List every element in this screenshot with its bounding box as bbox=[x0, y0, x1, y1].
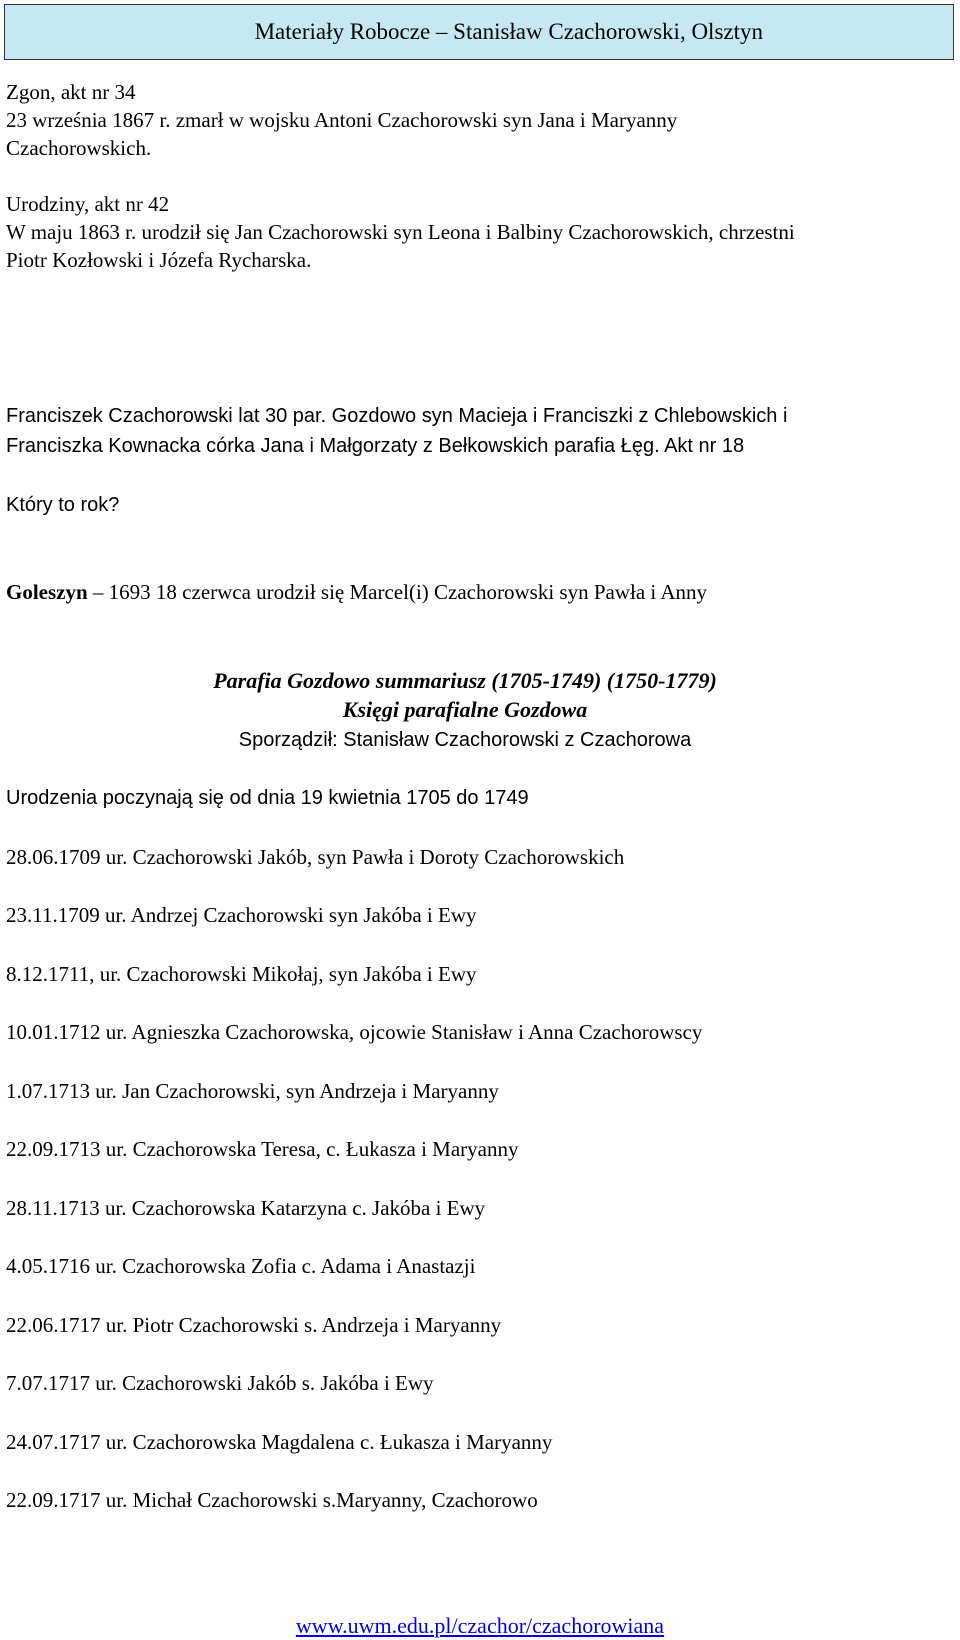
urodzenia-intro: Urodzenia poczynają się od dnia 19 kwietnia 1705 do 1749 bbox=[6, 787, 529, 809]
parafia-author: Sporządził: Stanisław Czachorowski z Czachorowa bbox=[238, 729, 692, 751]
urodziny-line-3: Piotr Kozłowski i Józefa Rycharska. bbox=[6, 248, 312, 272]
entry-1: 28.06.1709 ur. Czachorowski Jakób, syn Pawła i Doroty Czachorowskich bbox=[6, 845, 625, 869]
header-title: Materiały Robocze – Stanisław Czachorowski, Olsztyn bbox=[254, 19, 763, 44]
entry-3: 8.12.1711, ur. Czachorowski Mikołaj, syn Jakóba i Ewy bbox=[6, 962, 477, 986]
parafia-title-1: Parafia Gozdowo summariusz (1705-1749) (1750-1779) bbox=[213, 668, 717, 693]
goleszyn-place: Goleszyn bbox=[6, 580, 88, 604]
zgon-block bbox=[6, 78, 677, 162]
question-line: Który to rok? bbox=[6, 494, 120, 516]
urodziny-line-1: Urodziny, akt nr 42 bbox=[6, 192, 170, 216]
goleszyn-line bbox=[6, 578, 707, 606]
entry-10: 7.07.1717 ur. Czachorowski Jakób s. Jakóba i Ewy bbox=[6, 1371, 434, 1395]
entry-12: 22.09.1717 ur. Michał Czachorowski s.Maryanny, Czachorowo bbox=[6, 1488, 538, 1512]
entry-9: 22.06.1717 ur. Piotr Czachorowski s. Andrzeja i Maryanny bbox=[6, 1313, 502, 1337]
entry-6: 22.09.1713 ur. Czachorowska Teresa, c. Łukasza i Maryanny bbox=[6, 1137, 519, 1161]
entry-7: 28.11.1713 ur. Czachorowska Katarzyna c. Jakóba i Ewy bbox=[6, 1196, 486, 1220]
entry-5: 1.07.1713 ur. Jan Czachorowski, syn Andrzeja i Maryanny bbox=[6, 1079, 499, 1103]
footer-link[interactable]: www.uwm.edu.pl/czachor/czachorowiana bbox=[295, 1613, 665, 1638]
franciszek-line-2: Franciszka Kownacka córka Jana i Małgorzaty z Bełkowskich parafia Łęg. Akt nr 18 bbox=[6, 435, 745, 457]
entry-11: 24.07.1717 ur. Czachorowska Magdalena c. Łukasza i Maryanny bbox=[6, 1430, 553, 1454]
entry-2: 23.11.1709 ur. Andrzej Czachorowski syn Jakóba i Ewy bbox=[6, 903, 477, 927]
zgon-line-1: Zgon, akt nr 34 bbox=[6, 80, 136, 104]
urodziny-block bbox=[6, 190, 795, 274]
goleszyn-text: – 1693 18 czerwca urodził się Marcel(i) Czachorowski syn Pawła i Anny bbox=[87, 580, 707, 604]
parafia-title-2: Księgi parafialne Gozdowa bbox=[342, 697, 588, 722]
franciszek-line-1: Franciszek Czachorowski lat 30 par. Gozdowo syn Macieja i Franciszki z Chlebowskich i bbox=[6, 405, 788, 427]
header-box bbox=[4, 4, 954, 60]
zgon-line-3: Czachorowskich. bbox=[6, 136, 152, 160]
entry-8: 4.05.1716 ur. Czachorowska Zofia c. Adama i Anastazji bbox=[6, 1254, 476, 1278]
urodziny-line-2: W maju 1863 r. urodził się Jan Czachorowski syn Leona i Balbiny Czachorowskich, chrzestni bbox=[6, 220, 795, 244]
entry-4: 10.01.1712 ur. Agnieszka Czachorowska, ojcowie Stanisław i Anna Czachorowscy bbox=[6, 1020, 703, 1044]
zgon-line-2: 23 września 1867 r. zmarł w wojsku Antoni Czachorowski syn Jana i Maryanny bbox=[6, 108, 678, 132]
